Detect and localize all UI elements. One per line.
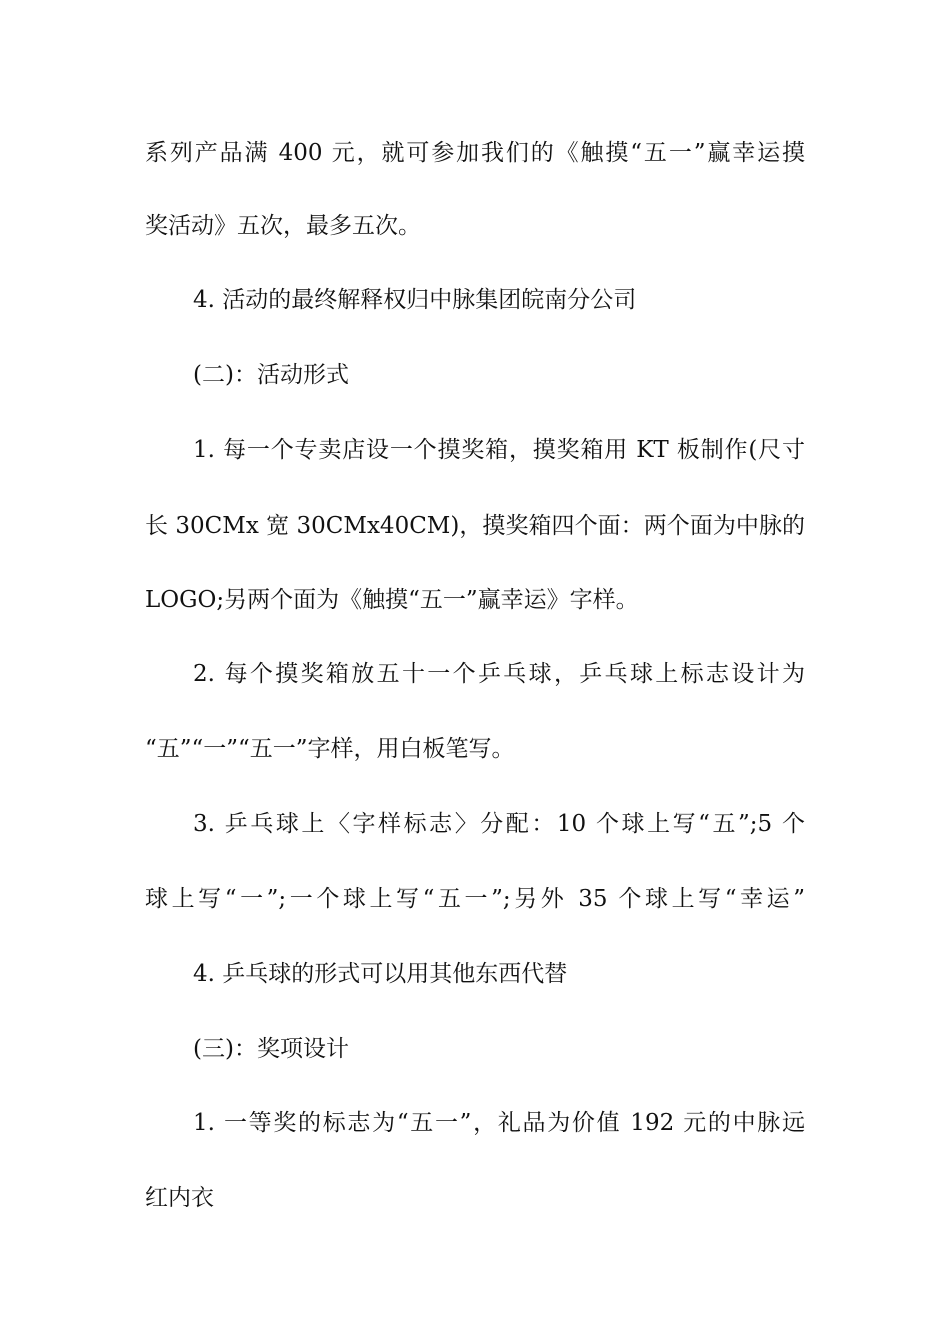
paragraph-line-9: “五”“一”“五一”字样，用白板笔写。 bbox=[145, 736, 515, 762]
paragraph-line-3: 4. 活动的最终解释权归中脉集团皖南分公司 bbox=[193, 287, 637, 313]
paragraph-line-7: LOGO;另两个面为《触摸“五一”赢幸运》字样。 bbox=[145, 587, 639, 613]
paragraph-line-14: 1. 一等奖的标志为“五一”，礼品为价值 192 元的中脉远 bbox=[193, 1110, 805, 1136]
paragraph-line-11: 球上写“一”;一个球上写“五一”;另外 35 个球上写“幸运” bbox=[145, 886, 805, 912]
paragraph-line-6: 长 30CMx 宽 30CMx40CM)，摸奖箱四个面：两个面为中脉的 bbox=[145, 513, 805, 539]
section-heading-2: (二)：活动形式 bbox=[193, 362, 349, 388]
paragraph-line-5: 1. 每一个专卖店设一个摸奖箱，摸奖箱用 KT 板制作(尺寸 bbox=[193, 437, 805, 463]
paragraph-line-2: 奖活动》五次，最多五次。 bbox=[145, 213, 421, 239]
paragraph-line-1: 系列产品满 400 元，就可参加我们的《触摸“五一”赢幸运摸 bbox=[145, 140, 805, 166]
paragraph-line-10: 3. 乒乓球上〈字样标志〉分配：10 个球上写“五”;5 个 bbox=[193, 811, 805, 837]
paragraph-line-12: 4. 乒乓球的形式可以用其他东西代替 bbox=[193, 961, 568, 987]
paragraph-line-8: 2. 每个摸奖箱放五十一个乒乓球，乒乓球上标志设计为 bbox=[193, 661, 805, 687]
paragraph-line-15: 红内衣 bbox=[145, 1185, 214, 1211]
section-heading-3: (三)：奖项设计 bbox=[193, 1036, 349, 1062]
